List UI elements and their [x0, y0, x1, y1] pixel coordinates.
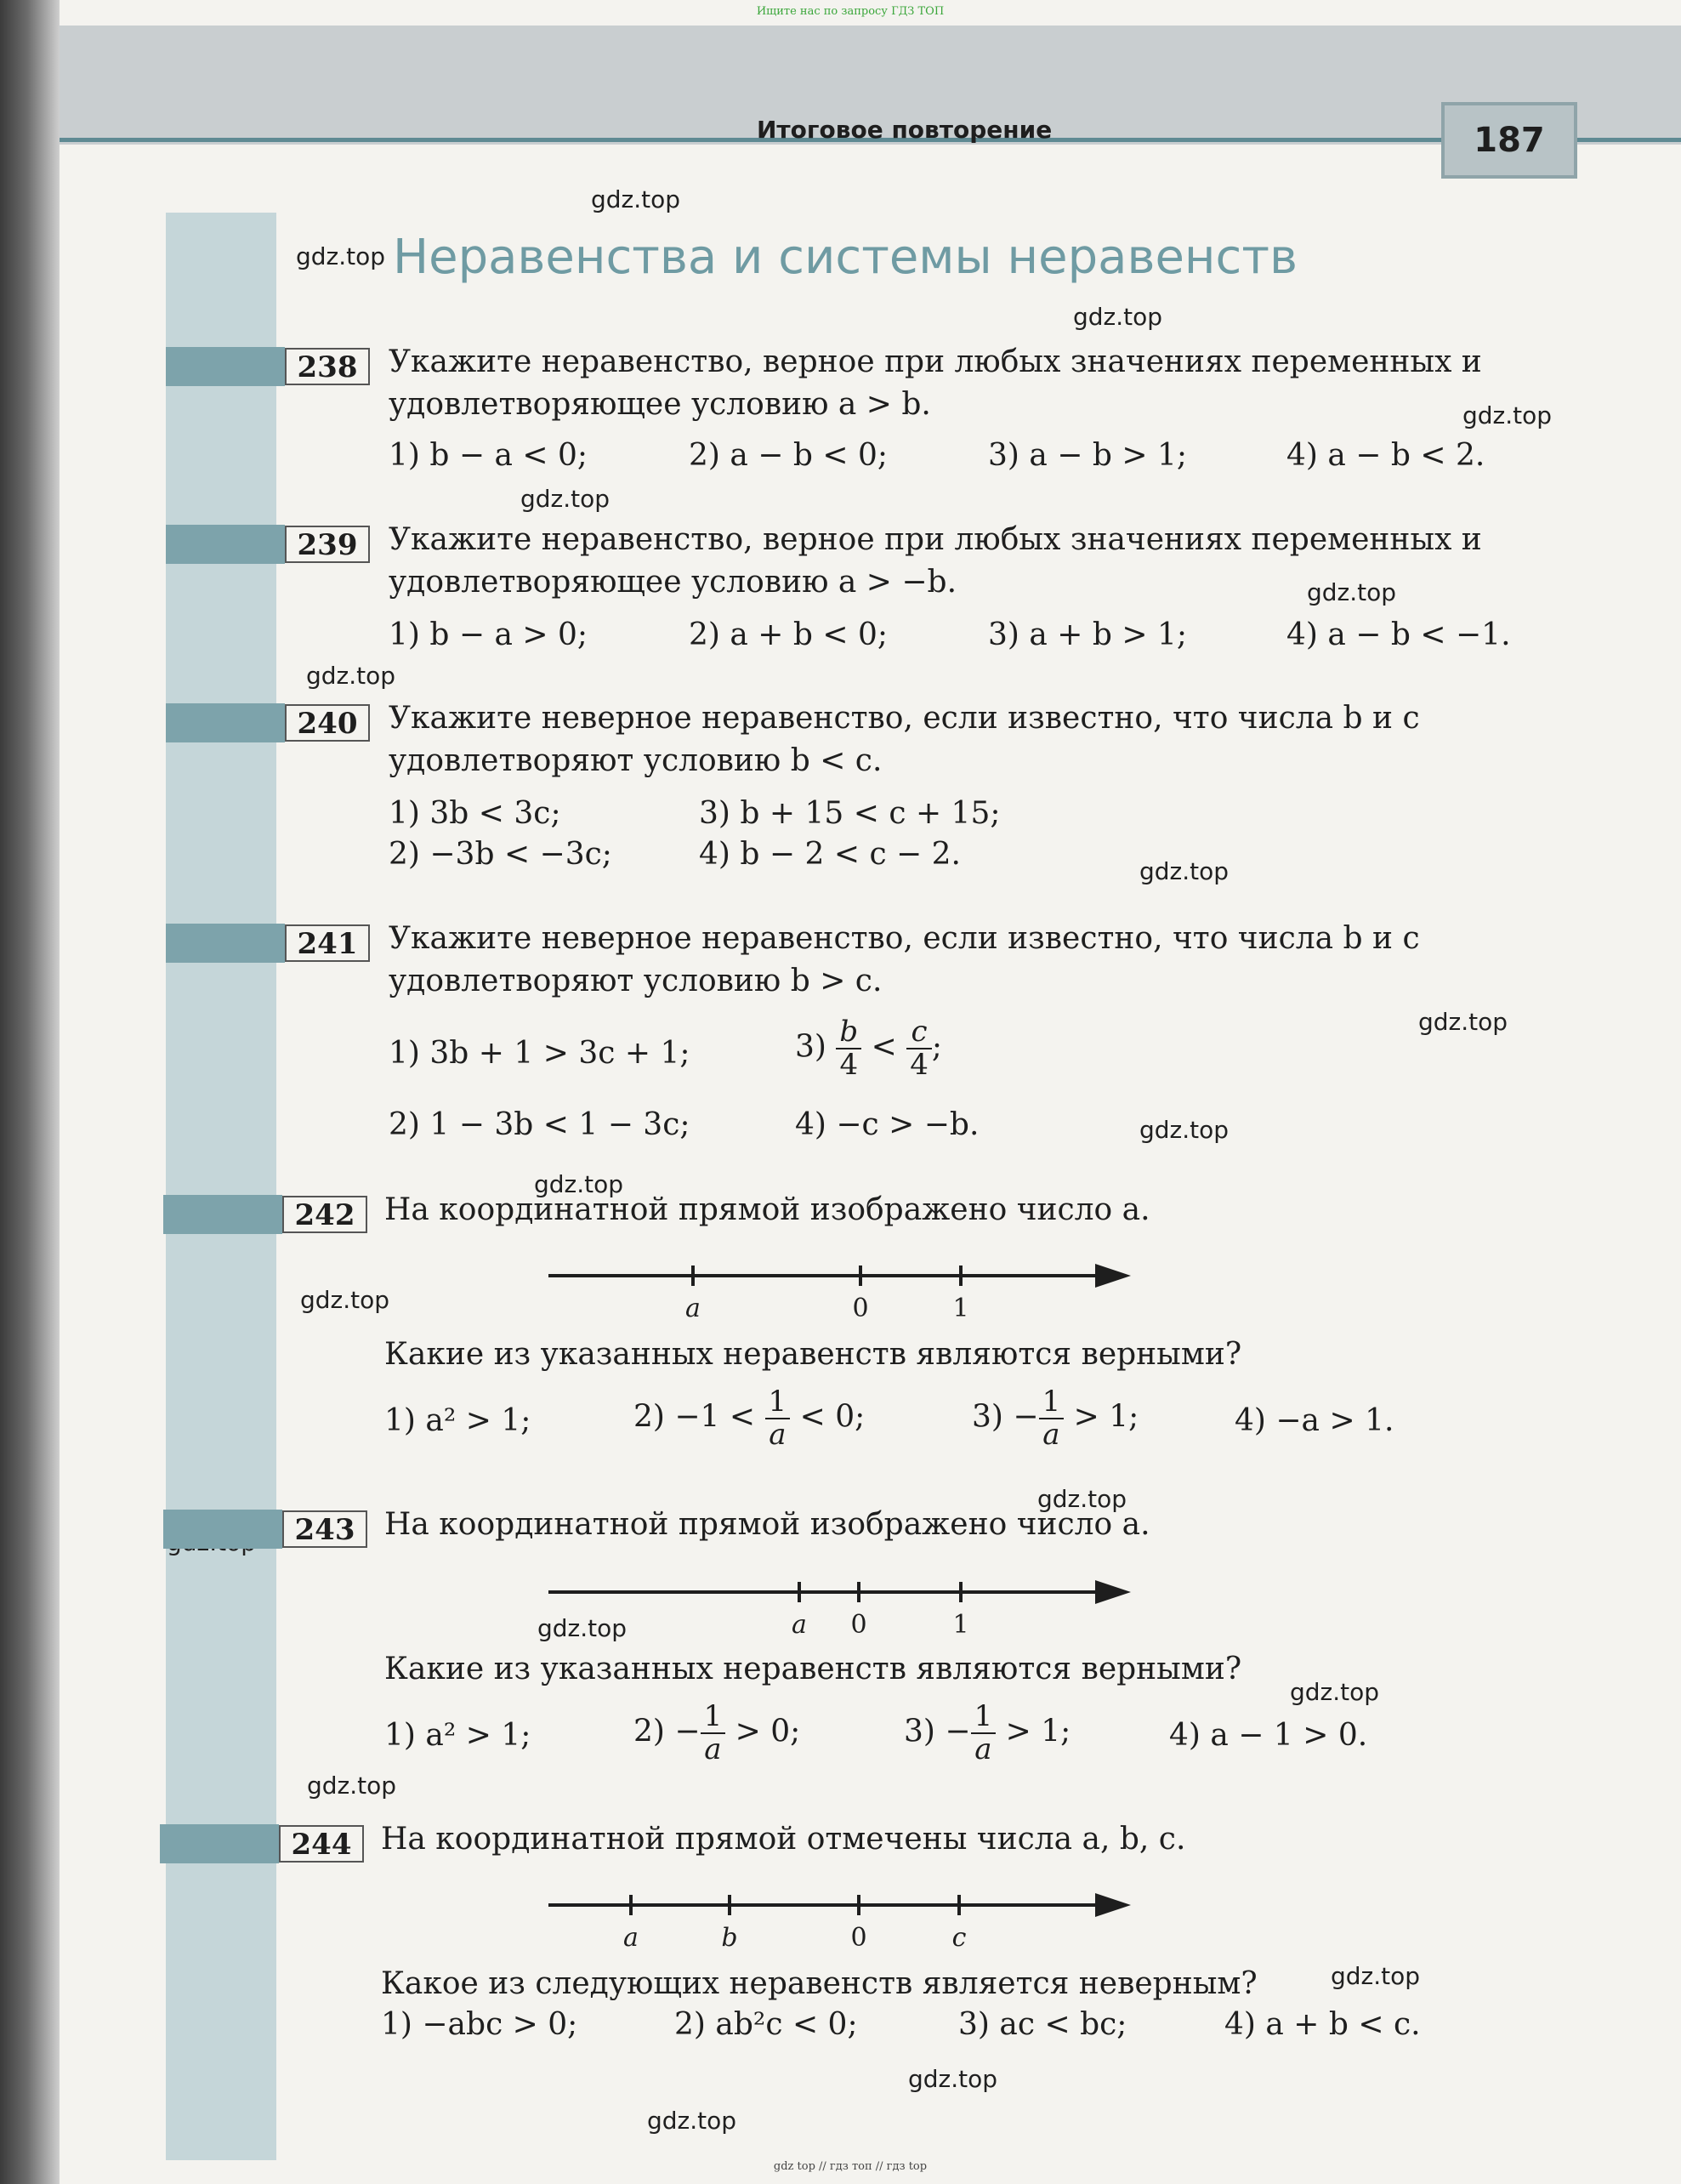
watermark: gdz.top [296, 242, 386, 270]
answer-option[interactable]: 4) a − 1 > 0. [1169, 1718, 1368, 1753]
problem-number: 238 [285, 348, 370, 385]
problem-text: удовлетворяют условию b < c. [389, 743, 883, 778]
watermark: gdz.top [1037, 1485, 1127, 1513]
answer-option[interactable]: 4) a − b < 2. [1286, 438, 1485, 473]
answer-option[interactable]: 4) a + b < c. [1224, 2007, 1421, 2042]
problem-text: удовлетворяют условию b > c. [389, 964, 883, 998]
answer-option[interactable]: 1) 3b < 3c; [389, 796, 561, 831]
problem-text: удовлетворяющее условию a > b. [389, 387, 931, 422]
axis-label-b: b [721, 1923, 738, 1953]
option-prefix: 3) − [972, 1399, 1039, 1435]
denominator: a [974, 1732, 992, 1767]
watermark: gdz.top [1290, 1678, 1380, 1706]
answer-option[interactable] [633, 1701, 800, 1766]
answer-option[interactable]: 4) b − 2 < c − 2. [699, 837, 962, 872]
problem-marker [166, 347, 285, 386]
watermark: gdz.top [520, 485, 610, 513]
numerator: 1 [971, 1701, 997, 1734]
numerator: c [906, 1016, 932, 1049]
number-line [544, 1565, 1139, 1641]
answer-option[interactable]: 1) b − a > 0; [389, 617, 588, 652]
watermark: gdz.top [1139, 1116, 1230, 1144]
fraction [836, 1016, 861, 1082]
page-number: 187 [1441, 102, 1577, 179]
answer-option[interactable] [795, 1016, 942, 1082]
numerator: 1 [765, 1386, 791, 1419]
option-suffix: > 1; [1073, 1399, 1139, 1435]
watermark: gdz.top [591, 185, 681, 213]
problem-number: 244 [279, 1825, 364, 1863]
answer-option[interactable]: 1) b − a < 0; [389, 438, 588, 473]
answer-option[interactable]: 3) a − b > 1; [988, 438, 1188, 473]
fraction [906, 1016, 932, 1082]
axis-label-a: a [685, 1294, 701, 1323]
axis-label-zero: 0 [850, 1610, 867, 1640]
watermark: gdz.top [1331, 1962, 1421, 1990]
problem-number: 241 [285, 924, 370, 962]
problem-number: 242 [282, 1196, 367, 1233]
problem-marker [163, 1195, 282, 1234]
answer-option[interactable]: 3) b + 15 < c + 15; [699, 796, 1001, 831]
watermark: gdz.top [300, 1286, 390, 1314]
watermark: gdz.top [1418, 1008, 1508, 1036]
watermark: gdz.top [1139, 857, 1230, 885]
watermark: gdz.top [647, 2107, 737, 2135]
answer-option[interactable]: 1) 3b + 1 > 3c + 1; [389, 1036, 690, 1071]
problem-text: Укажите неравенство, верное при любых значениях переменных и [389, 344, 1482, 379]
answer-option[interactable] [633, 1386, 865, 1452]
axis-label-a: a [792, 1610, 807, 1640]
problem-question: Какое из следующих неравенств является неверным? [381, 1966, 1258, 2001]
watermark: gdz.top [534, 1170, 624, 1198]
watermark: gdz.top [1307, 578, 1397, 606]
watermark: gdz.top [1073, 303, 1163, 331]
answer-option[interactable]: 1) a² > 1; [384, 1403, 531, 1438]
axis-arrow [1095, 1264, 1131, 1288]
watermark: gdz.top [1462, 401, 1553, 429]
denominator: a [1042, 1418, 1060, 1453]
relation: < [871, 1029, 897, 1065]
denominator: a [704, 1732, 722, 1767]
option-prefix: 3) [795, 1029, 826, 1065]
problem-text: Укажите неверное неравенство, если известно, что числа b и c [389, 921, 1420, 956]
answer-option[interactable] [972, 1386, 1139, 1452]
problem-number: 240 [285, 704, 370, 742]
answer-option[interactable]: 2) a − b < 0; [689, 438, 889, 473]
answer-option[interactable]: 2) −3b < −3c; [389, 837, 612, 872]
option-suffix: < 0; [799, 1399, 866, 1435]
problem-text: удовлетворяющее условию a > −b. [389, 565, 957, 600]
problem-text: Укажите неверное неравенство, если известно, что числа b и c [389, 701, 1420, 736]
numerator: 1 [701, 1701, 726, 1734]
problem-marker [163, 1510, 282, 1549]
problem-marker [160, 1824, 279, 1863]
problem-text: На координатной прямой отмечены числа a, b, c. [381, 1822, 1186, 1857]
option-prefix: 2) − [633, 1714, 701, 1749]
axis-label-zero: 0 [850, 1923, 867, 1953]
watermark: gdz.top [306, 662, 396, 690]
numerator: 1 [1039, 1386, 1065, 1419]
denominator: a [769, 1418, 787, 1453]
fraction [1039, 1386, 1065, 1452]
problem-number: 243 [282, 1510, 367, 1548]
denominator: 4 [910, 1048, 929, 1083]
axis-label-one: 1 [952, 1294, 969, 1323]
side-panel [166, 213, 276, 2160]
option-suffix: > 0; [735, 1714, 801, 1749]
answer-option[interactable]: 3) ac < bc; [958, 2007, 1127, 2042]
number-line [544, 1248, 1139, 1325]
option-prefix: 3) − [904, 1714, 971, 1749]
numerator: b [836, 1016, 861, 1049]
book-spine-shadow [0, 0, 60, 2184]
answer-option[interactable]: 1) a² > 1; [384, 1718, 531, 1753]
search-hint: Ищите нас по запросу ГДЗ ТОП [756, 5, 945, 18]
number-line [544, 1878, 1139, 1954]
answer-option[interactable]: 2) a + b < 0; [689, 617, 889, 652]
watermark: gdz.top [908, 2065, 998, 2093]
axis-label-one: 1 [952, 1610, 969, 1640]
problem-text: На координатной прямой изображено число a. [384, 1507, 1150, 1542]
axis-arrow [1095, 1580, 1131, 1604]
axis-label-c: c [951, 1923, 967, 1953]
answer-option[interactable]: 1) −abc > 0; [381, 2007, 578, 2042]
axis-label-a: a [623, 1923, 639, 1953]
answer-option[interactable]: 4) −c > −b. [795, 1107, 980, 1142]
answer-option[interactable]: 4) a − b < −1. [1286, 617, 1511, 652]
watermark: gdz.top [537, 1614, 628, 1642]
footer-note: gdz top // гдз топ // гдз top [773, 2160, 928, 2173]
answer-option[interactable]: 4) −a > 1. [1235, 1403, 1394, 1438]
problem-marker [166, 924, 285, 963]
denominator: 4 [839, 1048, 859, 1083]
axis-label-zero: 0 [852, 1294, 869, 1323]
fraction [765, 1386, 791, 1452]
fraction [971, 1701, 997, 1766]
problem-text: Укажите неравенство, верное при любых значениях переменных и [389, 522, 1482, 557]
option-prefix: 2) −1 < [633, 1399, 756, 1435]
page-title: Неравенства и системы неравенств [393, 230, 1298, 285]
problem-question: Какие из указанных неравенств являются верными? [384, 1652, 1242, 1686]
problem-marker [166, 703, 285, 742]
problem-marker [166, 525, 285, 564]
answer-option[interactable]: 2) ab²c < 0; [674, 2007, 858, 2042]
answer-option[interactable]: 3) a + b > 1; [988, 617, 1188, 652]
watermark: gdz.top [307, 1772, 397, 1800]
answer-option[interactable] [904, 1701, 1071, 1766]
option-suffix: > 1; [1005, 1714, 1071, 1749]
problem-question: Какие из указанных неравенств являются верными? [384, 1337, 1242, 1372]
axis-arrow [1095, 1893, 1131, 1917]
section-label: Итоговое повторение [757, 116, 1053, 144]
problem-number: 239 [285, 526, 370, 563]
problem-text: На координатной прямой изображено число a. [384, 1192, 1150, 1227]
answer-option[interactable]: 2) 1 − 3b < 1 − 3c; [389, 1107, 690, 1142]
fraction [701, 1701, 726, 1766]
option-suffix: ; [931, 1029, 943, 1065]
